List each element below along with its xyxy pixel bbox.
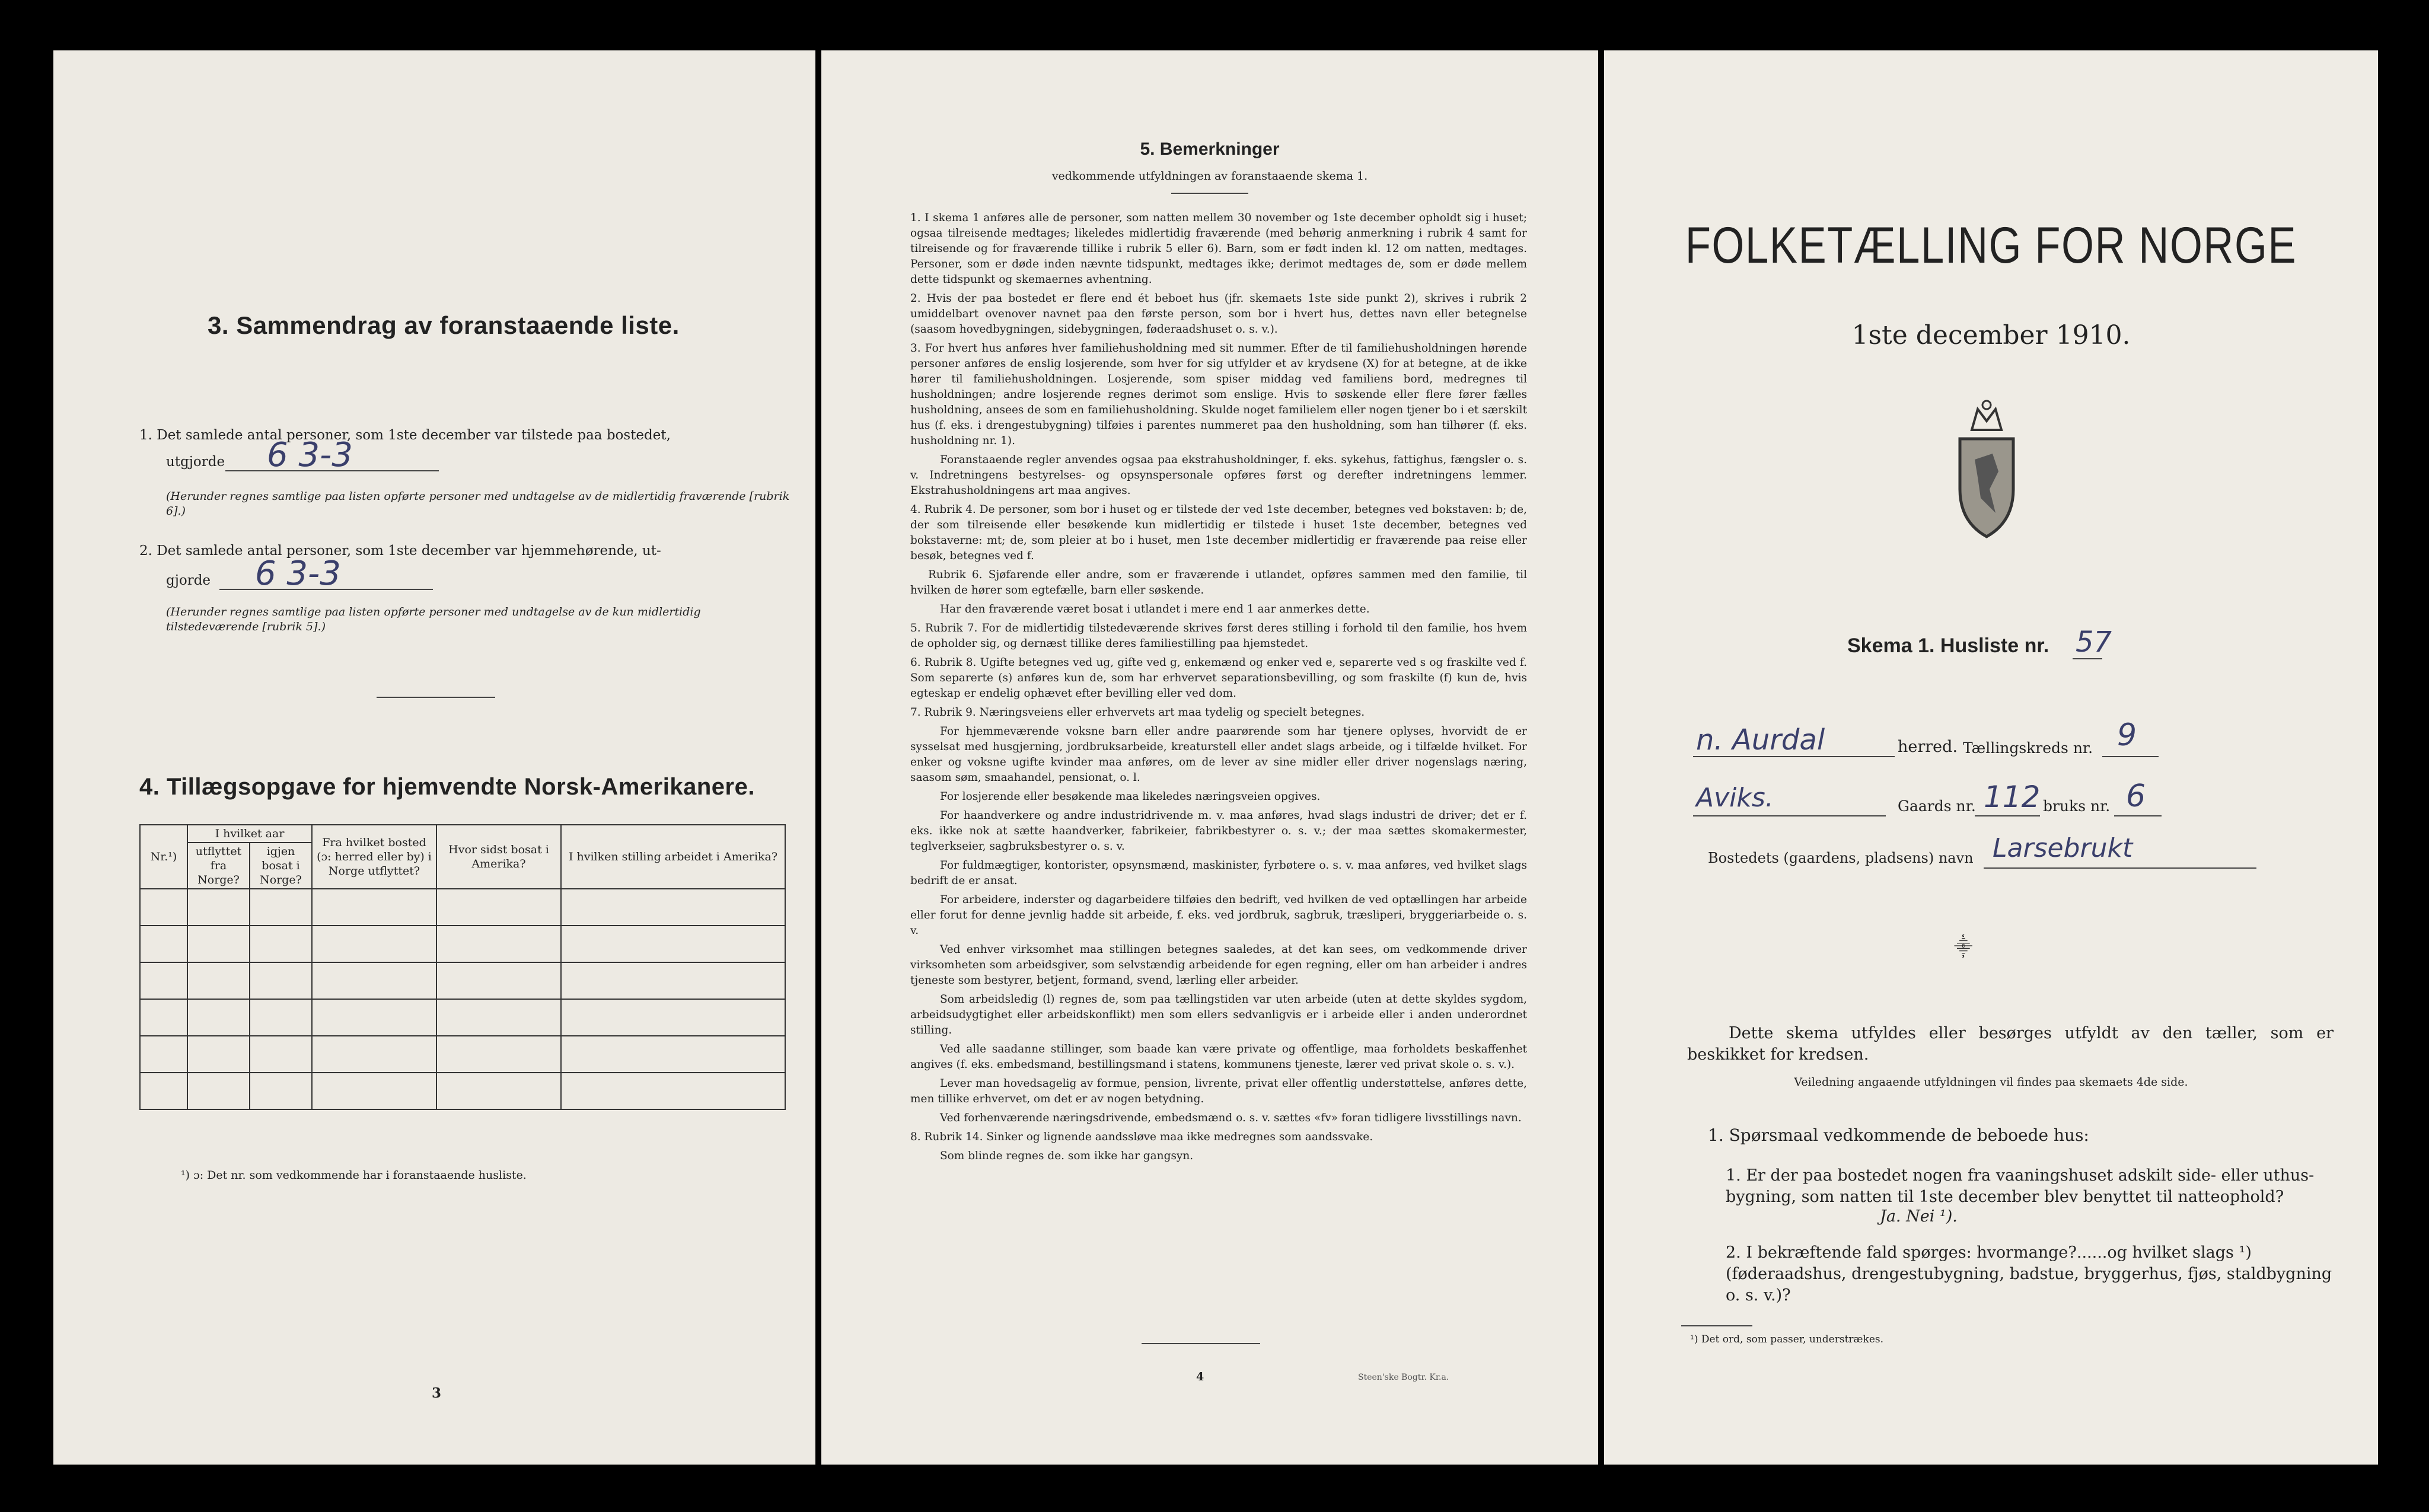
- col-from: Fra hvilket bosted (ɔ: herred eller by) i Norge utflyttet?: [312, 825, 436, 889]
- footnote: ¹) Det ord, som passer, understrækes.: [1690, 1334, 1884, 1345]
- remarks-subtitle: vedkommende utfyldningen av foranstaaende skema 1.: [1051, 170, 1368, 183]
- bruk-label: bruks nr.: [2043, 798, 2111, 815]
- remark-7d: For haandverkere og andre industridrivende m. v. maa anføres, hvad slags industri de driver; det er f. eks. ikke nok at sætte haandverker, fabrikeier, fabrikbestyrer o. s. v.; der maa sættes skomakermester, teglverkseier, sagbruksbestyrer o. s. v.: [910, 809, 1527, 853]
- coat-of-arms-icon: [1948, 394, 2025, 543]
- remark-4: 4. Rubrik 4. De personer, som bor i huset og er tilstede der ved 1ste december, betegnes ved bokstaven: b; de, der som tilreisende eller besøkende kun midlertidig er tilstede i huset 1ste december, betegnes ved bokstaverne: mt; de, som pleier at bo i huset, men 1ste december midlertidig er fraværende paa reise eller besøk, betegnes ved f.: [910, 503, 1527, 562]
- bosted-label: Bostedets (gaardens, pladsens) navn: [1708, 850, 1974, 866]
- page-number: 3: [432, 1385, 442, 1401]
- col-back: igjen bosat i Norge?: [250, 843, 312, 889]
- remark-3: 3. For hvert hus anføres hver familiehusholdning med sit nummer. Efter de til familiehusholdningen hørende personer anføres de enslig losjerende, som hver for sig utfylder et av krydsene (X) for at betegne, at de ikke hører til familiehusholdningen. Losjerende, som spiser middag ved familiens bord, medregnes til husholdningen; andre losjerende regnes derimot som enslige. Hvis to søskende eller flere fører fælles husholdning, ansees de som en familiehusholdning. Skulde noget familielem eller nogen tjener bo i et særskilt hus (f. eks. i drengestubygning) tilføies i parentes nummeret paa den husholdning, som han tilhører (f. eks. husholdning nr. 1).: [910, 342, 1527, 447]
- gaard-nr: 112: [1984, 780, 2041, 814]
- col-where: Hvor sidst bosat i Amerika?: [436, 825, 561, 889]
- item2-label: gjorde: [166, 573, 211, 588]
- gaard-label: Gaards nr.: [1898, 798, 1976, 815]
- table-row: [140, 999, 785, 1036]
- remark-3b: Foranstaaende regler anvendes ogsaa paa ekstrahusholdninger, f. eks. sykehus, fattighus, fængsler o. s. v. Indretningens bestyrelses- og opsynspersonale opføres først og derefter indretningens lemmer. Ekstrahusholdningens art maa angives.: [910, 454, 1527, 497]
- col-job: I hvilken stilling arbeidet i Amerika?: [561, 825, 785, 889]
- bosted-value: Larsebrukt: [1993, 833, 2133, 863]
- section3-title: 3. Sammendrag av foranstaaende liste.: [208, 311, 680, 339]
- krets-label: Tællingskreds nr.: [1963, 739, 2093, 757]
- page-right: [1604, 50, 2378, 1465]
- item2-handwriting: 6 3-3: [255, 554, 341, 593]
- table-row: [140, 1036, 785, 1073]
- table-row: [140, 889, 785, 926]
- remark-7f: For arbeidere, inderster og dagarbeidere tilføies den bedrift, ved hvilken de ved optællingen har arbeide eller forut for denne jevnlig hadde sit arbeide, f. eks. ved jordbruk, sagbruk, træsliperi, bryggeriarbeide o. s. v.: [910, 894, 1527, 937]
- item1-handwriting: 6 3-3: [267, 436, 353, 474]
- form-date: 1ste december 1910.: [1851, 320, 2131, 350]
- remark-7c: For losjerende eller besøkende maa likeledes næringsveien opgives.: [940, 790, 1321, 803]
- section4-title: 4. Tillægsopgave for hjemvendte Norsk-Amerikanere.: [139, 774, 755, 800]
- remarks-body: [910, 210, 1527, 1168]
- remark-7i: Ved alle saadanne stillinger, som baade kan være private og offentlige, maa forholdets beskaffenhet angives (f. eks. embedsmand, bestillingsmand i statens, kommunens tjeneste, lærer ved privat skole o. s. v.).: [910, 1043, 1527, 1071]
- remark-8: 8. Rubrik 14. Sinker og lignende aandssløve maa ikke medregnes som aandssvake.: [910, 1131, 1373, 1143]
- table-row: [140, 962, 785, 999]
- question-2: 2. I bekræftende fald spørges: hvormange?......og hvilket slags ¹) (føderaadshus, drengestubygning, badstue, bryggerhus, fjøs, staldbygning o. s. v.)?: [1726, 1243, 2332, 1304]
- table-row: [140, 926, 785, 962]
- item2-text: 2. Det samlede antal personer, som 1ste december var hjemmehørende, ut-: [139, 543, 661, 559]
- page-number: 4: [1196, 1370, 1204, 1383]
- remark-2: 2. Hvis der paa bostedet er flere end ét beboet hus (jfr. skemaets 1ste side punkt 2), skrives i rubrik 2 umiddelbart ovenover navnet paa den første person, som bor i hvert hus, dettes navn eller betegnelse (saasom hovedbygningen, sidebygningen, føderaadshuset o. s. v.).: [910, 292, 1527, 336]
- skema-label: Skema 1. Husliste nr.: [1847, 634, 2049, 657]
- remark-7j: Lever man hovedsagelig av formue, pension, livrente, privat eller offentlig understøttelse, anføres dette, men tillike erhvervet, om det er av nogen betydning.: [910, 1077, 1527, 1105]
- remarks-title: 5. Bemerkninger: [1140, 139, 1280, 159]
- krets-value: 9: [2117, 717, 2137, 753]
- remark-7h: Som arbeidsledig (l) regnes de, som paa tællingstiden var uten arbeide (uten at dette skyldes sygdom, arbeidsudygtighet eller arbeidskonflikt) men som ellers sedvanligvis er i arbeide eller i anden underordnet stilling.: [910, 993, 1527, 1036]
- remark-5: 5. Rubrik 7. For de midlertidig tilstedeværende skrives først deres stilling i forhold til den familie, hos hvem de opholder sig, og dernæst tillike deres familiestilling paa hjemstedet.: [910, 622, 1527, 650]
- item1-label: utgjorde: [166, 454, 225, 470]
- remark-1: 1. I skema 1 anføres alle de personer, som natten mellem 30 november og 1ste december opholdt sig i huset; ogsaa tilreisende medtages; likeledes midlertidig fraværende (med behørig anmerkning i rubrik 4 samt for tilreisende og for fraværende tillike i rubrik 5 eller 6). Barn, som er født inden kl. 12 om natten, medtages. Personer, som er døde inden nævnte tidspunkt, medtages ikke; derimot medtages de, som er døde mellem dette tidspunkt og skemaernes avhentning.: [910, 212, 1527, 286]
- husliste-nr: 57: [2076, 626, 2112, 659]
- question-1-answer: Ja. Nei ¹).: [1880, 1207, 1958, 1226]
- page-middle: [821, 50, 1598, 1465]
- remark-7: 7. Rubrik 9. Næringsveiens eller erhvervets art maa tydelig og specielt betegnes.: [910, 706, 1365, 719]
- item1-note: (Herunder regnes samtlige paa listen opførte personer med undtagelse av de midlertidig fraværende [rubrik 6].): [166, 490, 790, 518]
- info-small: Veiledning angaaende utfyldningen vil findes paa skemaets 4de side.: [1794, 1076, 2188, 1089]
- table-footnote: ¹) ɔ: Det nr. som vedkommende har i foranstaaende husliste.: [181, 1169, 527, 1182]
- remark-4c: Har den fraværende været bosat i utlandet i mere end 1 aar anmerkes dette.: [940, 603, 1370, 615]
- form-title: FOLKETÆLLING FOR NORGE: [1685, 217, 2297, 274]
- remark-8b: Som blinde regnes de. som ikke har gangsyn.: [940, 1150, 1194, 1162]
- remark-7e: For fuldmægtiger, kontorister, opsynsmænd, maskinister, fyrbøtere o. s. v. maa anføres, ved hvilket slags bedrift de er ansat.: [910, 859, 1527, 887]
- remark-7k: Ved forhenværende næringsdrivende, embedsmænd o. s. v. sættes «fv» foran tidligere livsstillings navn.: [940, 1112, 1522, 1124]
- gaard-name: Aviks.: [1696, 783, 1774, 813]
- question-heading: 1. Spørsmaal vedkommende de beboede hus:: [1708, 1125, 2089, 1145]
- remark-6: 6. Rubrik 8. Ugifte betegnes ved ug, gifte ved g, enkemænd og enker ved e, separerte ved s og fraskilte ved f. Som separerte (s) anføres kun de, som har erhvervet separationsbevilling, og som fraskilte (f) kun de, hvis egteskap er endelig ophævet efter bevilling eller ved dom.: [910, 656, 1527, 700]
- herred-label: herred.: [1898, 738, 1958, 756]
- divider: [377, 697, 495, 698]
- remark-4b: Rubrik 6. Sjøfarende eller andre, som er fraværende i utlandet, opføres sammen med den familie, til hvilken de hører som egtefælle, barn eller søskende.: [910, 569, 1527, 596]
- herred-value: n. Aurdal: [1696, 723, 1825, 757]
- item2-note: (Herunder regnes samtlige paa listen opførte personer med undtagelse av de kun midlertidig tilstedeværende [rubrik 5].): [166, 605, 701, 633]
- remark-7g: Ved enhver virksomhet maa stillingen betegnes saaledes, at det kan sees, om vedkommende driver virksomheten som arbeidsgiver, som selvstændig arbeidende for egen regning, eller om han arbeider i andres tjeneste som bestyrer, betjent, formand, svend, lærling eller arbeider.: [910, 943, 1527, 987]
- bruk-nr: 6: [2126, 779, 2146, 814]
- col-year: I hvilket aar: [187, 825, 312, 843]
- norsk-amerikanere-table: [139, 824, 786, 1110]
- info-text: Dette skema utfyldes eller besørges utfyldt av den tæller, som er beskikket for kredsen.: [1687, 1024, 2334, 1064]
- col-out: utflyttet fra Norge?: [187, 843, 250, 889]
- remark-7b: For hjemmeværende voksne barn eller andre paarørende som har tjenere oplyses, hvorvidt de er sysselsat med husgjerning, jordbruksarbeide, kreaturstell eller andet slags arbeide, og i tilfælde hvilket. For enker og voksne ugifte kvinder maa anføres, om de lever av sine midler eller driver nogenslags næring, saasom søm, smaahandel, pensionat, o. l.: [910, 725, 1527, 784]
- col-nr: Nr.¹): [140, 825, 187, 889]
- printer-mark: Steen'ske Bogtr. Kr.a.: [1358, 1373, 1449, 1382]
- page-left: [53, 50, 815, 1465]
- item1-text: 1. Det samlede antal personer, som 1ste december var tilstede paa bostedet,: [139, 428, 671, 443]
- ornament-icon: ⸎: [1954, 937, 1973, 958]
- table-row: [140, 1073, 785, 1109]
- question-1: 1. Er der paa bostedet nogen fra vaaningshuset adskilt side- eller uthus-bygning, som natten til 1ste december blev benyttet til natteophold?: [1726, 1166, 2315, 1206]
